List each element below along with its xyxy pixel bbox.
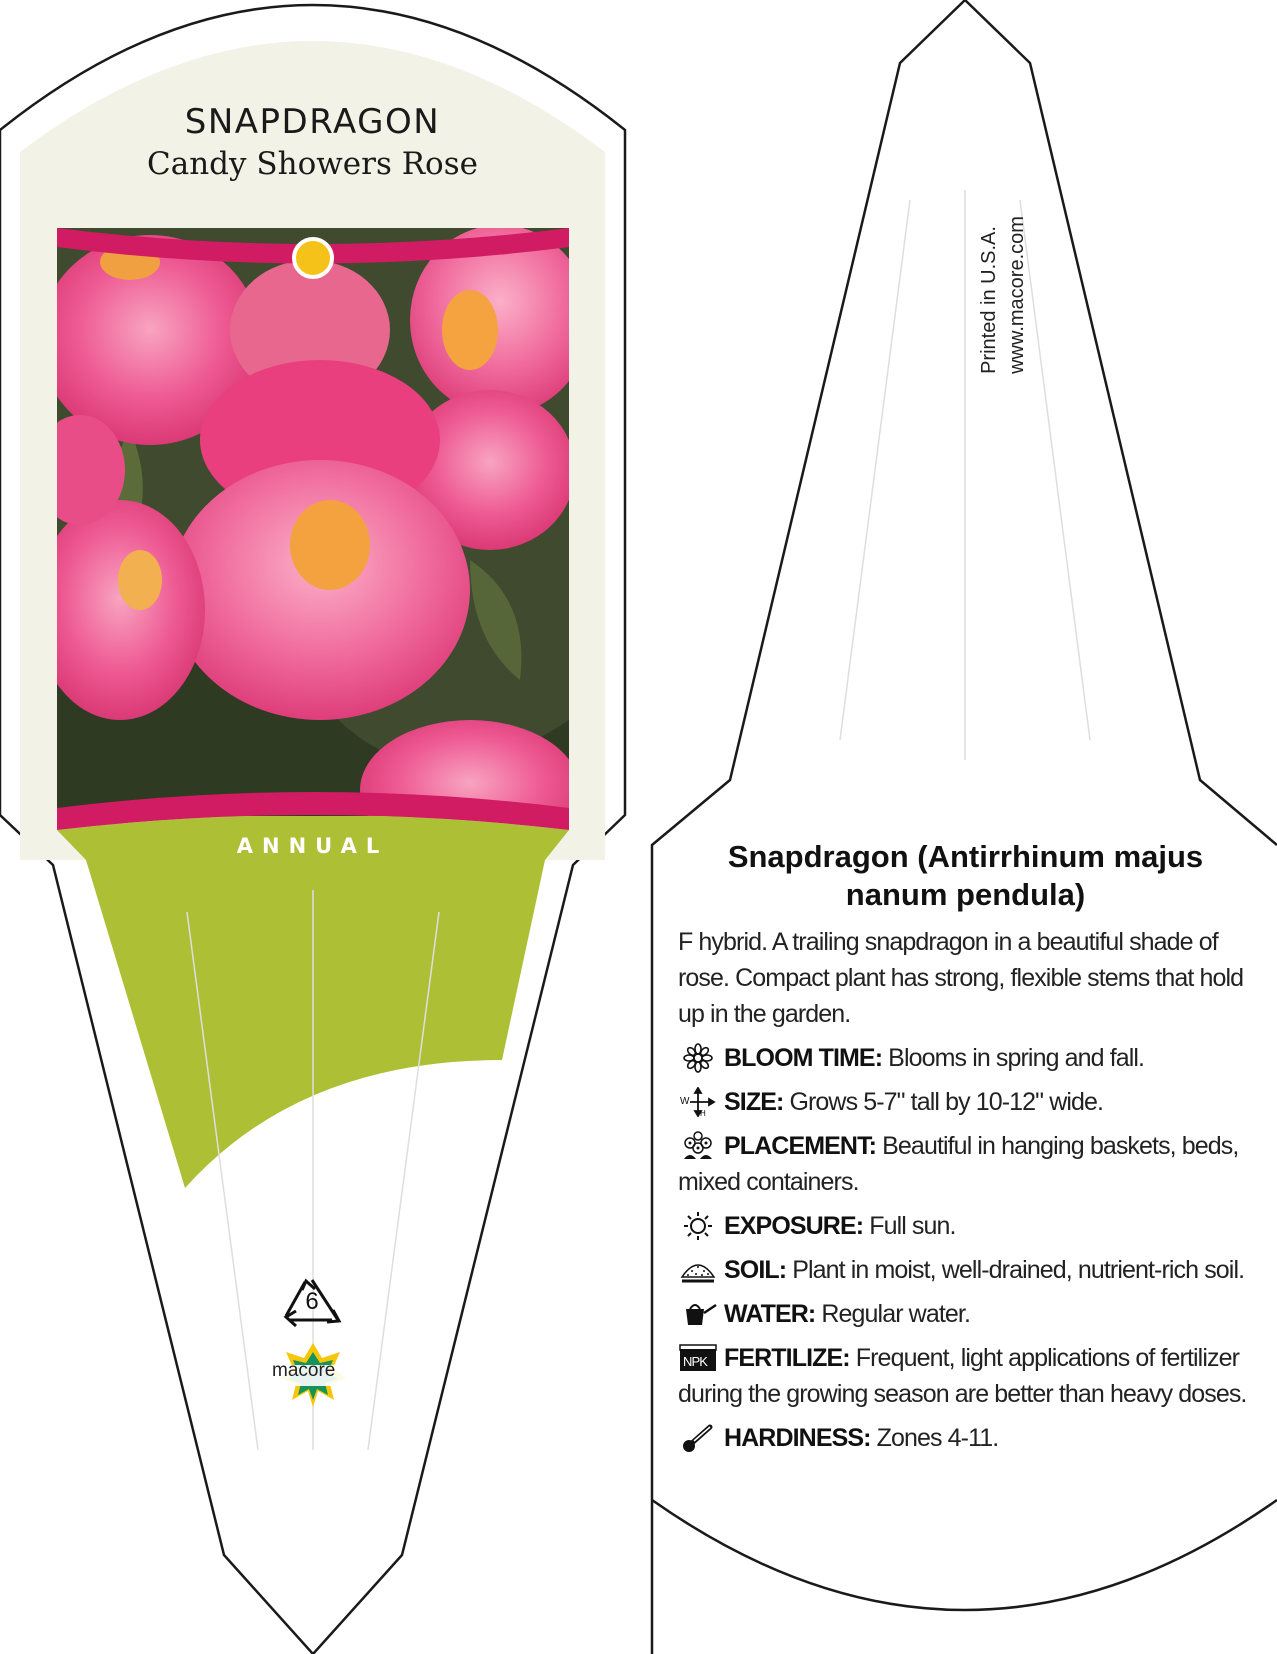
soil-icon: [678, 1255, 718, 1285]
care-attribute-row: [678, 1128, 1253, 1200]
care-attribute-text: Grows 5-7" tall by 10-12" wide.: [783, 1088, 1104, 1116]
care-attribute-row: [678, 1296, 1253, 1332]
care-attribute-row: [678, 1420, 1253, 1456]
care-attribute-text: Frequent, light applications of fertilizer during the growing season are better than heavy doses.: [678, 1344, 1247, 1408]
care-attribute-label: WATER:: [724, 1300, 816, 1328]
printed-in: Printed in U.S.A.: [978, 226, 1000, 374]
care-attribute-text: Full sun.: [863, 1212, 956, 1240]
care-attribute-row: [678, 1040, 1253, 1076]
care-attribute-label: PLACEMENT:: [724, 1132, 877, 1160]
sun-dot: [294, 239, 332, 277]
care-attribute-text: Zones 4-11.: [870, 1424, 999, 1452]
care-attribute-label: BLOOM TIME:: [724, 1044, 883, 1072]
care-attribute-row: [678, 1084, 1253, 1120]
care-attribute-row: [678, 1340, 1253, 1412]
size-arrows-icon: [678, 1087, 718, 1117]
plant-variety: Candy Showers Rose: [147, 146, 478, 182]
svg-text:NPK: NPK: [683, 1354, 708, 1369]
brand-logo-text: macore: [272, 1360, 336, 1381]
svg-text:H: H: [700, 1109, 705, 1117]
print-info: [975, 216, 1031, 374]
care-attribute-label: HARDINESS:: [724, 1424, 871, 1452]
flower-icon: [678, 1043, 718, 1073]
recycle-code: 6: [305, 1288, 319, 1315]
plant-title: SNAPDRAGON: [184, 102, 441, 142]
plant-category: ANNUAL: [236, 834, 389, 858]
care-attribute-label: SIZE:: [724, 1088, 784, 1116]
care-attribute-text: Plant in moist, well-drained, nutrient-rich soil.: [786, 1256, 1245, 1284]
care-attribute-text: Regular water.: [815, 1300, 970, 1328]
care-attribute-label: SOIL:: [724, 1256, 787, 1284]
thermometer-icon: [678, 1423, 718, 1453]
care-info: [678, 838, 1253, 1456]
care-attribute-text: Beautiful in hanging baskets, beds, mixed containers.: [678, 1132, 1239, 1196]
care-attribute-row: [678, 1252, 1253, 1288]
care-attribute-label: FERTILIZE:: [724, 1344, 850, 1372]
placement-flowers-icon: [678, 1131, 718, 1161]
sun-icon: [678, 1211, 718, 1241]
front-tag: [0, 5, 625, 1654]
care-attribute-label: EXPOSURE:: [724, 1212, 864, 1240]
care-attribute-row: [678, 1208, 1253, 1244]
botanical-title: Snapdragon (Antirrhinum majus nanum pendula): [727, 839, 1204, 912]
watering-can-icon: [678, 1299, 718, 1329]
plant-description: F hybrid. A trailing snapdragon in a beautiful shade of rose. Compact plant has strong, flexible stems that hold up in the garden.: [678, 928, 1244, 1028]
svg-text:W: W: [680, 1096, 689, 1107]
flower-photo: [35, 225, 590, 860]
website: www.macore.com: [1006, 216, 1028, 374]
care-attribute-text: Blooms in spring and fall.: [882, 1044, 1145, 1072]
npk-icon: [678, 1343, 718, 1373]
care-attributes: [678, 1040, 1253, 1456]
